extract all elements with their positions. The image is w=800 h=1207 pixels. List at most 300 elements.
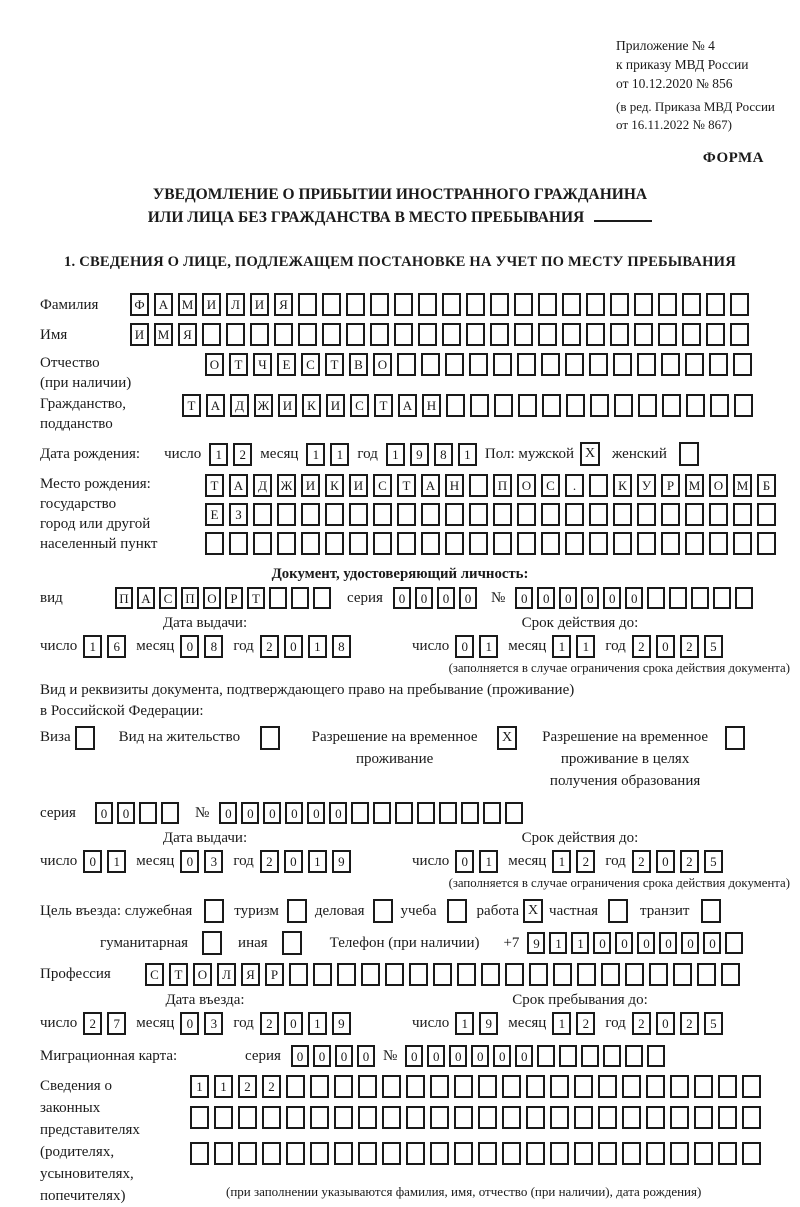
form-cell[interactable] (610, 293, 629, 316)
form-cell[interactable]: Р (225, 587, 243, 609)
purpose-transit-checkbox[interactable] (701, 899, 721, 923)
form-cell[interactable] (574, 1106, 593, 1129)
form-cell[interactable] (647, 587, 665, 609)
purpose-official-checkbox[interactable] (204, 899, 224, 923)
form-cell[interactable] (586, 323, 605, 346)
form-cell[interactable] (709, 532, 728, 555)
form-cell[interactable]: Д (230, 394, 249, 417)
form-cell[interactable] (161, 802, 179, 824)
form-cell[interactable]: 1 (571, 932, 589, 954)
form-cell[interactable] (238, 1142, 257, 1165)
form-cell[interactable] (622, 1142, 641, 1165)
form-cell[interactable] (553, 963, 572, 986)
form-cell[interactable]: 0 (615, 932, 633, 954)
form-cell[interactable]: 2 (260, 1012, 279, 1035)
form-cell[interactable]: И (326, 394, 345, 417)
form-cell[interactable]: 2 (238, 1075, 257, 1098)
form-cell[interactable] (214, 1142, 233, 1165)
form-cell[interactable] (550, 1106, 569, 1129)
form-cell[interactable]: У (637, 474, 656, 497)
form-cell[interactable] (202, 323, 221, 346)
form-cell[interactable] (565, 353, 584, 376)
form-cell[interactable]: 1 (308, 635, 327, 658)
form-cell[interactable] (334, 1075, 353, 1098)
form-cell[interactable]: Т (397, 474, 416, 497)
form-cell[interactable] (622, 1075, 641, 1098)
form-cell[interactable] (565, 532, 584, 555)
form-cell[interactable]: 1 (458, 443, 477, 466)
form-cell[interactable]: Т (205, 474, 224, 497)
form-cell[interactable] (502, 1106, 521, 1129)
form-cell[interactable]: 0 (656, 635, 675, 658)
form-cell[interactable] (710, 394, 729, 417)
form-cell[interactable] (550, 1142, 569, 1165)
form-cell[interactable] (397, 532, 416, 555)
form-cell[interactable] (454, 1106, 473, 1129)
form-cell[interactable] (298, 323, 317, 346)
form-cell[interactable]: 9 (410, 443, 429, 466)
form-cell[interactable]: 7 (107, 1012, 126, 1035)
form-cell[interactable] (466, 323, 485, 346)
form-cell[interactable] (190, 1106, 209, 1129)
form-cell[interactable] (301, 532, 320, 555)
form-cell[interactable]: 2 (262, 1075, 281, 1098)
form-cell[interactable] (601, 963, 620, 986)
form-cell[interactable] (274, 323, 293, 346)
form-cell[interactable]: В (349, 353, 368, 376)
form-cell[interactable] (394, 323, 413, 346)
form-cell[interactable] (742, 1142, 761, 1165)
form-cell[interactable] (351, 802, 369, 824)
form-cell[interactable]: Ч (253, 353, 272, 376)
form-cell[interactable] (542, 394, 561, 417)
form-cell[interactable] (238, 1106, 257, 1129)
form-cell[interactable] (298, 293, 317, 316)
form-cell[interactable] (430, 1075, 449, 1098)
form-cell[interactable]: 2 (260, 850, 279, 873)
form-cell[interactable] (334, 1106, 353, 1129)
form-cell[interactable] (646, 1106, 665, 1129)
form-cell[interactable]: 0 (117, 802, 135, 824)
form-cell[interactable]: К (325, 474, 344, 497)
form-cell[interactable]: О (205, 353, 224, 376)
form-cell[interactable]: Л (226, 293, 245, 316)
form-cell[interactable] (537, 1045, 555, 1067)
form-cell[interactable]: 0 (284, 1012, 303, 1035)
form-cell[interactable]: 0 (637, 932, 655, 954)
form-cell[interactable] (757, 532, 776, 555)
form-cell[interactable]: 0 (329, 802, 347, 824)
form-cell[interactable]: 0 (219, 802, 237, 824)
form-cell[interactable] (226, 323, 245, 346)
form-cell[interactable]: О (193, 963, 212, 986)
form-cell[interactable] (541, 353, 560, 376)
form-cell[interactable] (646, 1075, 665, 1098)
form-cell[interactable] (718, 1075, 737, 1098)
form-cell[interactable] (397, 503, 416, 526)
form-cell[interactable]: 5 (704, 850, 723, 873)
form-cell[interactable] (253, 532, 272, 555)
form-cell[interactable] (514, 293, 533, 316)
form-cell[interactable]: Р (265, 963, 284, 986)
form-cell[interactable] (370, 323, 389, 346)
form-cell[interactable]: А (229, 474, 248, 497)
form-cell[interactable] (735, 587, 753, 609)
form-cell[interactable] (493, 532, 512, 555)
form-cell[interactable]: 0 (537, 587, 555, 609)
form-cell[interactable] (706, 293, 725, 316)
form-cell[interactable]: 0 (263, 802, 281, 824)
residence-permit-checkbox[interactable] (260, 726, 280, 750)
form-cell[interactable]: С (541, 474, 560, 497)
form-cell[interactable] (418, 293, 437, 316)
form-cell[interactable]: 0 (335, 1045, 353, 1067)
form-cell[interactable]: 1 (479, 635, 498, 658)
form-cell[interactable] (253, 503, 272, 526)
form-cell[interactable]: К (613, 474, 632, 497)
form-cell[interactable] (430, 1106, 449, 1129)
form-cell[interactable] (286, 1106, 305, 1129)
form-cell[interactable] (685, 503, 704, 526)
form-cell[interactable] (490, 293, 509, 316)
form-cell[interactable]: 0 (449, 1045, 467, 1067)
form-cell[interactable] (358, 1075, 377, 1098)
form-cell[interactable] (262, 1142, 281, 1165)
form-cell[interactable] (634, 323, 653, 346)
form-cell[interactable] (421, 353, 440, 376)
form-cell[interactable] (502, 1142, 521, 1165)
form-cell[interactable] (725, 932, 743, 954)
form-cell[interactable]: 1 (330, 443, 349, 466)
form-cell[interactable] (358, 1142, 377, 1165)
purpose-study-checkbox[interactable] (447, 899, 467, 923)
form-cell[interactable]: 0 (95, 802, 113, 824)
form-cell[interactable] (670, 1142, 689, 1165)
form-cell[interactable] (349, 503, 368, 526)
form-cell[interactable]: И (250, 293, 269, 316)
form-cell[interactable] (478, 1106, 497, 1129)
form-cell[interactable]: 0 (180, 1012, 199, 1035)
form-cell[interactable] (310, 1075, 329, 1098)
form-cell[interactable]: 0 (703, 932, 721, 954)
form-cell[interactable] (394, 293, 413, 316)
form-cell[interactable] (586, 293, 605, 316)
form-cell[interactable] (469, 503, 488, 526)
form-cell[interactable]: Ф (130, 293, 149, 316)
form-cell[interactable] (461, 802, 479, 824)
form-cell[interactable] (313, 587, 331, 609)
form-cell[interactable] (418, 323, 437, 346)
form-cell[interactable] (310, 1106, 329, 1129)
form-cell[interactable] (562, 293, 581, 316)
form-cell[interactable]: 5 (704, 635, 723, 658)
form-cell[interactable]: И (349, 474, 368, 497)
form-cell[interactable] (517, 353, 536, 376)
form-cell[interactable] (718, 1106, 737, 1129)
form-cell[interactable]: 0 (405, 1045, 423, 1067)
form-cell[interactable] (446, 394, 465, 417)
sex-male-checkbox[interactable]: X (580, 442, 600, 466)
form-cell[interactable] (361, 963, 380, 986)
form-cell[interactable]: Л (217, 963, 236, 986)
form-cell[interactable]: 1 (576, 635, 595, 658)
form-cell[interactable]: 0 (656, 850, 675, 873)
form-cell[interactable] (589, 532, 608, 555)
form-cell[interactable]: 3 (204, 850, 223, 873)
form-cell[interactable] (346, 293, 365, 316)
form-cell[interactable]: 2 (680, 1012, 699, 1035)
form-cell[interactable]: 0 (455, 635, 474, 658)
form-cell[interactable]: 0 (285, 802, 303, 824)
form-cell[interactable]: 1 (306, 443, 325, 466)
form-cell[interactable] (442, 293, 461, 316)
form-cell[interactable] (577, 963, 596, 986)
form-cell[interactable] (733, 532, 752, 555)
form-cell[interactable]: Т (247, 587, 265, 609)
form-cell[interactable] (454, 1075, 473, 1098)
form-cell[interactable] (562, 323, 581, 346)
form-cell[interactable] (370, 293, 389, 316)
purpose-work-checkbox[interactable]: X (523, 899, 543, 923)
form-cell[interactable]: 2 (632, 635, 651, 658)
form-cell[interactable] (514, 323, 533, 346)
form-cell[interactable] (286, 1142, 305, 1165)
form-cell[interactable]: 1 (214, 1075, 233, 1098)
form-cell[interactable] (322, 323, 341, 346)
form-cell[interactable] (637, 503, 656, 526)
form-cell[interactable]: 0 (581, 587, 599, 609)
form-cell[interactable]: 1 (83, 635, 102, 658)
purpose-private-checkbox[interactable] (608, 899, 628, 923)
form-cell[interactable] (478, 1142, 497, 1165)
form-cell[interactable]: 1 (107, 850, 126, 873)
form-cell[interactable]: 0 (307, 802, 325, 824)
form-cell[interactable]: П (115, 587, 133, 609)
form-cell[interactable] (757, 503, 776, 526)
form-cell[interactable] (395, 802, 413, 824)
form-cell[interactable]: Р (661, 474, 680, 497)
form-cell[interactable] (483, 802, 501, 824)
form-cell[interactable]: О (517, 474, 536, 497)
form-cell[interactable] (382, 1142, 401, 1165)
form-cell[interactable] (613, 503, 632, 526)
form-cell[interactable]: 0 (559, 587, 577, 609)
form-cell[interactable] (277, 532, 296, 555)
form-cell[interactable]: 8 (204, 635, 223, 658)
form-cell[interactable] (421, 532, 440, 555)
form-cell[interactable] (589, 353, 608, 376)
form-cell[interactable] (658, 323, 677, 346)
form-cell[interactable]: 5 (704, 1012, 723, 1035)
form-cell[interactable] (269, 587, 287, 609)
form-cell[interactable]: 0 (241, 802, 259, 824)
form-cell[interactable]: 2 (576, 850, 595, 873)
form-cell[interactable]: А (154, 293, 173, 316)
form-cell[interactable] (661, 532, 680, 555)
form-cell[interactable] (250, 323, 269, 346)
form-cell[interactable] (301, 503, 320, 526)
form-cell[interactable]: 1 (455, 1012, 474, 1035)
form-cell[interactable]: 0 (625, 587, 643, 609)
form-cell[interactable] (694, 1075, 713, 1098)
form-cell[interactable]: Ж (254, 394, 273, 417)
form-cell[interactable] (625, 963, 644, 986)
form-cell[interactable] (457, 963, 476, 986)
form-cell[interactable] (433, 963, 452, 986)
form-cell[interactable] (442, 323, 461, 346)
form-cell[interactable] (417, 802, 435, 824)
form-cell[interactable] (505, 802, 523, 824)
form-cell[interactable]: М (154, 323, 173, 346)
form-cell[interactable]: 1 (552, 635, 571, 658)
form-cell[interactable] (493, 353, 512, 376)
form-cell[interactable] (229, 532, 248, 555)
form-cell[interactable] (647, 1045, 665, 1067)
form-cell[interactable]: 1 (549, 932, 567, 954)
form-cell[interactable] (590, 394, 609, 417)
form-cell[interactable]: 0 (593, 932, 611, 954)
form-cell[interactable]: 2 (260, 635, 279, 658)
form-cell[interactable]: 9 (479, 1012, 498, 1035)
form-cell[interactable]: 0 (393, 587, 411, 609)
form-cell[interactable]: С (145, 963, 164, 986)
form-cell[interactable]: 2 (632, 850, 651, 873)
form-cell[interactable] (397, 353, 416, 376)
form-cell[interactable] (469, 353, 488, 376)
form-cell[interactable] (517, 532, 536, 555)
form-cell[interactable] (277, 503, 296, 526)
form-cell[interactable]: П (181, 587, 199, 609)
form-cell[interactable] (625, 1045, 643, 1067)
form-cell[interactable] (291, 587, 309, 609)
form-cell[interactable]: С (350, 394, 369, 417)
form-cell[interactable]: Н (445, 474, 464, 497)
form-cell[interactable]: А (398, 394, 417, 417)
purpose-business-checkbox[interactable] (373, 899, 393, 923)
form-cell[interactable] (685, 532, 704, 555)
form-cell[interactable]: М (733, 474, 752, 497)
form-cell[interactable] (565, 503, 584, 526)
form-cell[interactable] (286, 1075, 305, 1098)
form-cell[interactable]: Т (169, 963, 188, 986)
form-cell[interactable]: 9 (332, 850, 351, 873)
form-cell[interactable] (610, 323, 629, 346)
form-cell[interactable]: Я (178, 323, 197, 346)
form-cell[interactable] (649, 963, 668, 986)
form-cell[interactable]: С (373, 474, 392, 497)
form-cell[interactable] (325, 532, 344, 555)
form-cell[interactable] (613, 532, 632, 555)
form-cell[interactable]: О (203, 587, 221, 609)
purpose-other-checkbox[interactable] (282, 931, 302, 955)
form-cell[interactable]: 0 (284, 850, 303, 873)
form-cell[interactable]: 1 (190, 1075, 209, 1098)
form-cell[interactable]: 0 (437, 587, 455, 609)
form-cell[interactable]: Б (757, 474, 776, 497)
form-cell[interactable]: О (373, 353, 392, 376)
form-cell[interactable] (454, 1142, 473, 1165)
form-cell[interactable] (190, 1142, 209, 1165)
form-cell[interactable] (445, 353, 464, 376)
form-cell[interactable]: 8 (434, 443, 453, 466)
form-cell[interactable] (658, 293, 677, 316)
form-cell[interactable] (638, 394, 657, 417)
form-cell[interactable]: Е (277, 353, 296, 376)
form-cell[interactable]: Н (422, 394, 441, 417)
form-cell[interactable]: 1 (386, 443, 405, 466)
form-cell[interactable] (713, 587, 731, 609)
form-cell[interactable] (574, 1075, 593, 1098)
form-cell[interactable] (373, 532, 392, 555)
form-cell[interactable]: 8 (332, 635, 351, 658)
form-cell[interactable]: 0 (427, 1045, 445, 1067)
form-cell[interactable]: Я (241, 963, 260, 986)
form-cell[interactable] (337, 963, 356, 986)
form-cell[interactable]: 0 (313, 1045, 331, 1067)
form-cell[interactable] (139, 802, 157, 824)
form-cell[interactable] (598, 1142, 617, 1165)
form-cell[interactable] (730, 323, 749, 346)
form-cell[interactable]: А (421, 474, 440, 497)
form-cell[interactable]: Д (253, 474, 272, 497)
form-cell[interactable]: А (137, 587, 155, 609)
form-cell[interactable] (634, 293, 653, 316)
form-cell[interactable] (494, 394, 513, 417)
form-cell[interactable] (541, 532, 560, 555)
form-cell[interactable]: 6 (107, 635, 126, 658)
form-cell[interactable] (730, 293, 749, 316)
form-cell[interactable] (373, 802, 391, 824)
form-cell[interactable] (445, 503, 464, 526)
form-cell[interactable] (637, 353, 656, 376)
form-cell[interactable] (469, 532, 488, 555)
form-cell[interactable]: 0 (415, 587, 433, 609)
form-cell[interactable] (382, 1075, 401, 1098)
purpose-humanitarian-checkbox[interactable] (202, 931, 222, 955)
form-cell[interactable] (646, 1142, 665, 1165)
form-cell[interactable]: 0 (291, 1045, 309, 1067)
form-cell[interactable] (518, 394, 537, 417)
form-cell[interactable]: Т (182, 394, 201, 417)
form-cell[interactable] (526, 1106, 545, 1129)
form-cell[interactable] (478, 1075, 497, 1098)
form-cell[interactable] (706, 323, 725, 346)
form-cell[interactable] (505, 963, 524, 986)
form-cell[interactable]: 2 (576, 1012, 595, 1035)
form-cell[interactable] (691, 587, 709, 609)
form-cell[interactable] (661, 503, 680, 526)
form-cell[interactable]: Т (325, 353, 344, 376)
form-cell[interactable]: 2 (680, 635, 699, 658)
form-cell[interactable] (262, 1106, 281, 1129)
form-cell[interactable]: 0 (659, 932, 677, 954)
form-cell[interactable]: 2 (83, 1012, 102, 1035)
form-cell[interactable]: Ж (277, 474, 296, 497)
form-cell[interactable]: 0 (603, 587, 621, 609)
form-cell[interactable] (205, 532, 224, 555)
form-cell[interactable]: К (302, 394, 321, 417)
form-cell[interactable]: А (206, 394, 225, 417)
form-cell[interactable]: 0 (284, 635, 303, 658)
form-cell[interactable] (214, 1106, 233, 1129)
form-cell[interactable]: 2 (680, 850, 699, 873)
form-cell[interactable] (709, 353, 728, 376)
form-cell[interactable] (662, 394, 681, 417)
form-cell[interactable]: 1 (479, 850, 498, 873)
form-cell[interactable] (529, 963, 548, 986)
form-cell[interactable]: И (202, 293, 221, 316)
form-cell[interactable]: 2 (632, 1012, 651, 1035)
